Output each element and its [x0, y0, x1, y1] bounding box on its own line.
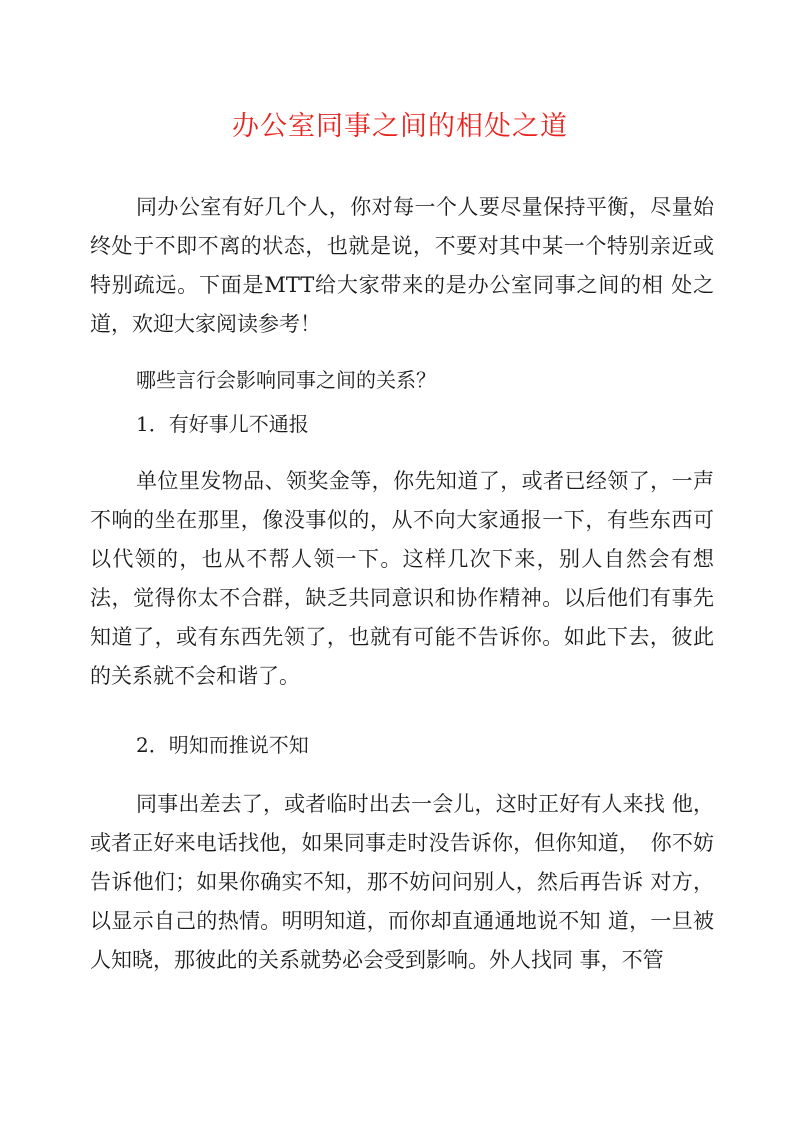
document-title: 办公室同事之间的相处之道 — [232, 111, 568, 142]
section-heading-2: 2．明知而推说不知 — [136, 733, 309, 757]
section-body-1: 单位里发物品、领奖金等，你先知道了，或者已经领了，一声不响的坐在那里，像没事似的，从不向大家通报一下，有些东西可以代领的，也从不帮人领一下。这样几次下来，别人自然会有想法，觉得你太不合群，缺乏共同意识和协作精神。以后他们有事先知道了，或有东西先领了，也就有可能不告诉你。如此下去，彼此的关系就不会和谐了。 — [90, 469, 714, 688]
question-heading: 哪些言行会影响同事之间的关系？ — [136, 368, 436, 392]
intro-paragraph: 同办公室有好几个人，你对每一个人要尽量保持平衡，尽量始终处于不即不离的状态，也就是说，不要对其中某一个特别亲近或特别疏远。下面是MTT给大家带来的是办公室同事之间的相 处之道，欢迎大家阅读参考！ — [90, 195, 714, 336]
section-body-2: 同事出差去了，或者临时出去一会儿，这时正好有人来找 他，或者正好来电话找他，如果同事走时没告诉你，但你知道， 你不妨告诉他们；如果你确实不知，那不妨问问别人，然后再告诉 对方，以显示自己的热情。明明知道，而你却直通通地说不知 道，一旦被人知晓，那彼此的关系就势必会受到影响。外人找同 事，不管 — [90, 792, 714, 972]
section-heading-1: 1．有好事儿不通报 — [136, 412, 309, 436]
